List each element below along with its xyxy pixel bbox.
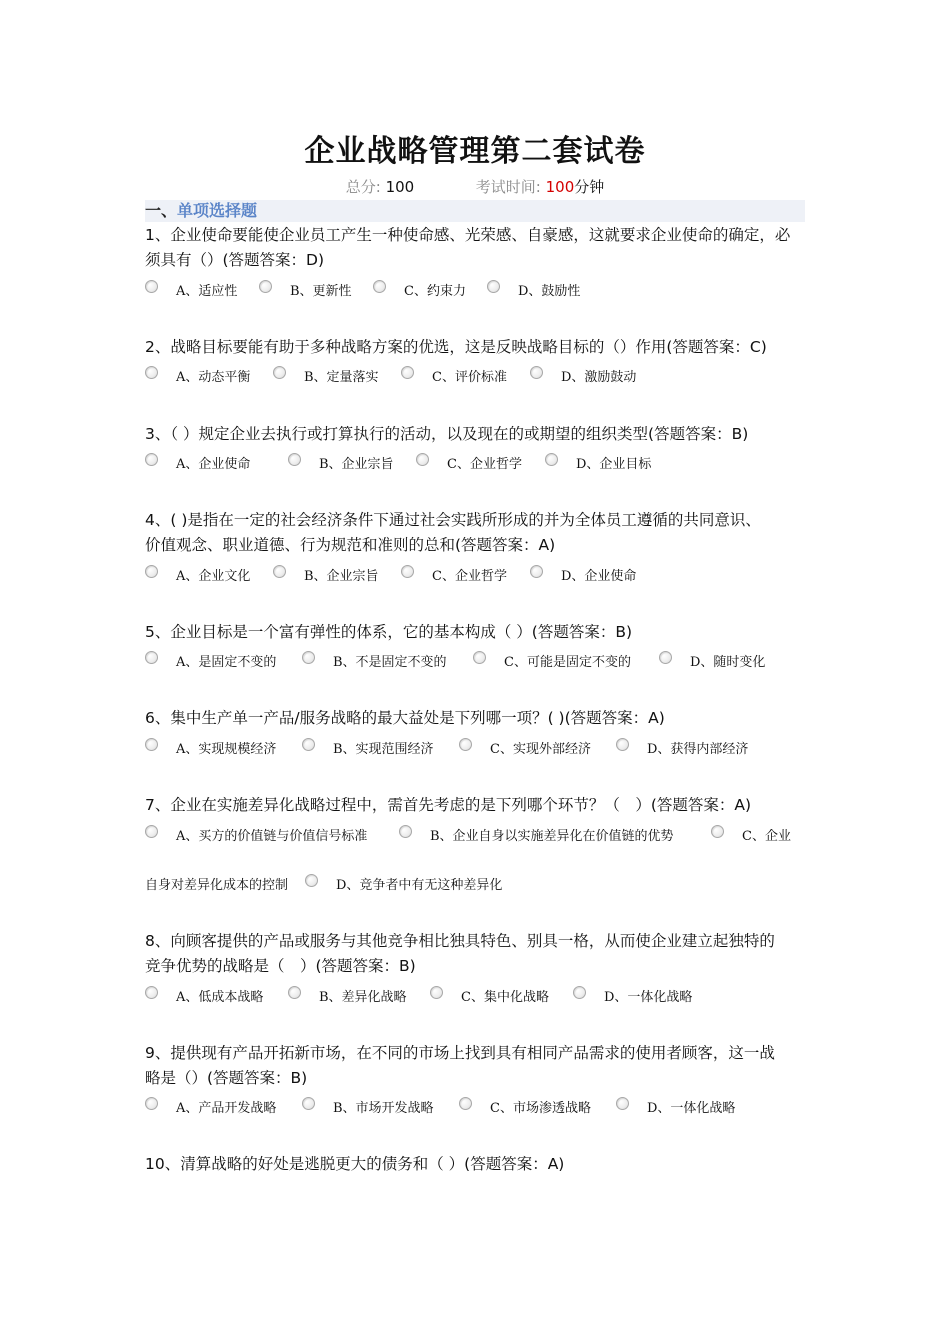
question-6-options: A、实现规模经济 B、实现范围经济 C、实现外部经济 D、获得内部经济	[145, 736, 815, 762]
question-8-options: A、低成本战略 B、差异化战略 C、集中化战略 D、一体化战略	[145, 984, 815, 1010]
question-5-options: A、是固定不变的 B、不是固定不变的 C、可能是固定不变的 D、随时变化	[145, 649, 815, 675]
radio-button-icon[interactable]	[459, 1097, 472, 1110]
radio-button-icon[interactable]	[273, 366, 286, 379]
radio-button-icon[interactable]	[288, 453, 301, 466]
radio-button-icon[interactable]	[530, 366, 543, 379]
question-9-line-2: 略是（）(答题答案：B)	[145, 1069, 308, 1087]
radio-button-icon[interactable]	[302, 738, 315, 751]
radio-button-icon[interactable]	[259, 280, 272, 293]
radio-button-icon[interactable]	[145, 453, 158, 466]
section-number: 一、	[145, 201, 178, 220]
radio-button-icon[interactable]	[273, 565, 286, 578]
radio-button-icon[interactable]	[487, 280, 500, 293]
radio-button-icon[interactable]	[302, 1097, 315, 1110]
question-6-line-1: 6、集中生产单一产品/服务战略的最大益处是下列哪一项？( )(答题答案：A)	[145, 709, 665, 727]
radio-button-icon[interactable]	[401, 366, 414, 379]
radio-button-icon[interactable]	[416, 453, 429, 466]
exam-time-value: 100	[545, 178, 575, 196]
radio-button-icon[interactable]	[145, 280, 158, 293]
radio-button-icon[interactable]	[616, 738, 629, 751]
question-3	[145, 422, 809, 447]
question-6	[145, 706, 809, 731]
option-7-c[interactable]: C、企业	[711, 823, 815, 903]
radio-button-icon[interactable]	[288, 986, 301, 999]
section-header	[145, 200, 805, 222]
question-5	[145, 620, 809, 645]
radio-button-icon[interactable]	[145, 986, 158, 999]
radio-button-icon[interactable]	[659, 651, 672, 664]
radio-button-icon[interactable]	[545, 453, 558, 466]
question-1-options: A、适应性 B、更新性 C、约束力 D、鼓励性	[145, 278, 815, 304]
total-score-value: 100	[385, 178, 415, 196]
question-2-line-1: 2、战略目标要能有助于多种战略方案的优选，这是反映战略目标的（）作用(答题答案：C)	[145, 338, 767, 356]
radio-button-icon[interactable]	[430, 986, 443, 999]
exam-time-unit: 分钟	[574, 178, 605, 196]
radio-button-icon[interactable]	[305, 874, 318, 887]
question-7-options: A、买方的价值链与价值信号标准 B、企业自身以实施差异化在价值链的优势 C、企业	[145, 823, 815, 849]
question-2	[145, 335, 809, 360]
radio-button-icon[interactable]	[459, 738, 472, 751]
question-1-line-1: 1、企业使命要能使企业员工产生一种使命感、光荣感、自豪感，这就要求企业使命的确定，必	[145, 226, 791, 244]
radio-button-icon[interactable]	[711, 825, 724, 838]
radio-button-icon[interactable]	[145, 825, 158, 838]
radio-button-icon[interactable]	[373, 280, 386, 293]
radio-button-icon[interactable]	[145, 738, 158, 751]
question-2-options: A、动态平衡 B、定量落实 C、评价标准 D、激励鼓动	[145, 364, 815, 390]
question-10-line-1: 10、清算战略的好处是逃脱更大的债务和（ ）(答题答案：A)	[145, 1155, 565, 1173]
question-5-line-1: 5、企业目标是一个富有弹性的体系，它的基本构成（ ）(答题答案：B)	[145, 623, 633, 641]
exam-meta	[0, 176, 950, 198]
question-3-options: A、企业使命 B、企业宗旨 C、企业哲学 D、企业目标	[145, 451, 815, 477]
radio-button-icon[interactable]	[530, 565, 543, 578]
radio-button-icon[interactable]	[145, 565, 158, 578]
question-4-line-2: 价值观念、职业道德、行为规范和准则的总和(答题答案：A)	[145, 536, 556, 554]
question-7	[145, 793, 809, 818]
option-7-c-continued: 自身对差异化成本的控制	[145, 878, 289, 893]
radio-button-icon[interactable]	[145, 366, 158, 379]
question-4	[145, 508, 809, 558]
question-8	[145, 929, 809, 979]
question-9	[145, 1041, 809, 1091]
question-4-options: A、企业文化 B、企业宗旨 C、企业哲学 D、企业使命	[145, 563, 815, 589]
total-score-label: 总分:	[345, 178, 381, 196]
question-10	[145, 1152, 809, 1177]
radio-button-icon[interactable]	[302, 651, 315, 664]
radio-button-icon[interactable]	[145, 1097, 158, 1110]
question-4-line-1: 4、( )是指在一定的社会经济条件下通过社会实践所形成的并为全体员工遵循的共同意识、	[145, 511, 761, 529]
question-8-line-1: 8、向顾客提供的产品或服务与其他竞争相比独具特色、别具一格，从而使企业建立起独特的	[145, 932, 775, 950]
exam-time-label: 考试时间:	[475, 178, 541, 196]
radio-button-icon[interactable]	[616, 1097, 629, 1110]
question-9-line-1: 9、提供现有产品开拓新市场，在不同的市场上找到具有相同产品需求的使用者顾客，这一战	[145, 1044, 775, 1062]
exam-title: 企业战略管理第二套试卷	[304, 134, 646, 169]
radio-button-icon[interactable]	[401, 565, 414, 578]
question-1-line-2: 须具有（）(答题答案：D)	[145, 251, 325, 269]
question-8-line-2: 竞争优势的战略是（ ）(答题答案：B)	[145, 957, 416, 975]
radio-button-icon[interactable]	[145, 651, 158, 664]
question-9-options: A、产品开发战略 B、市场开发战略 C、市场渗透战略 D、一体化战略	[145, 1095, 815, 1121]
question-3-line-1: 3、（ ）规定企业去执行或打算执行的活动，以及现在的或期望的组织类型(答题答案：B)	[145, 425, 749, 443]
question-1	[145, 223, 809, 273]
question-7-options-row-2: D、竞争者中有无这种差异化 自身对差异化成本的控制	[145, 872, 815, 898]
radio-button-icon[interactable]	[399, 825, 412, 838]
radio-button-icon[interactable]	[473, 651, 486, 664]
question-7-line-1: 7、企业在实施差异化战略过程中，需首先考虑的是下列哪个环节？（ ）(答题答案：A)	[145, 796, 752, 814]
radio-button-icon[interactable]	[573, 986, 586, 999]
section-name: 单项选择题	[177, 201, 258, 220]
